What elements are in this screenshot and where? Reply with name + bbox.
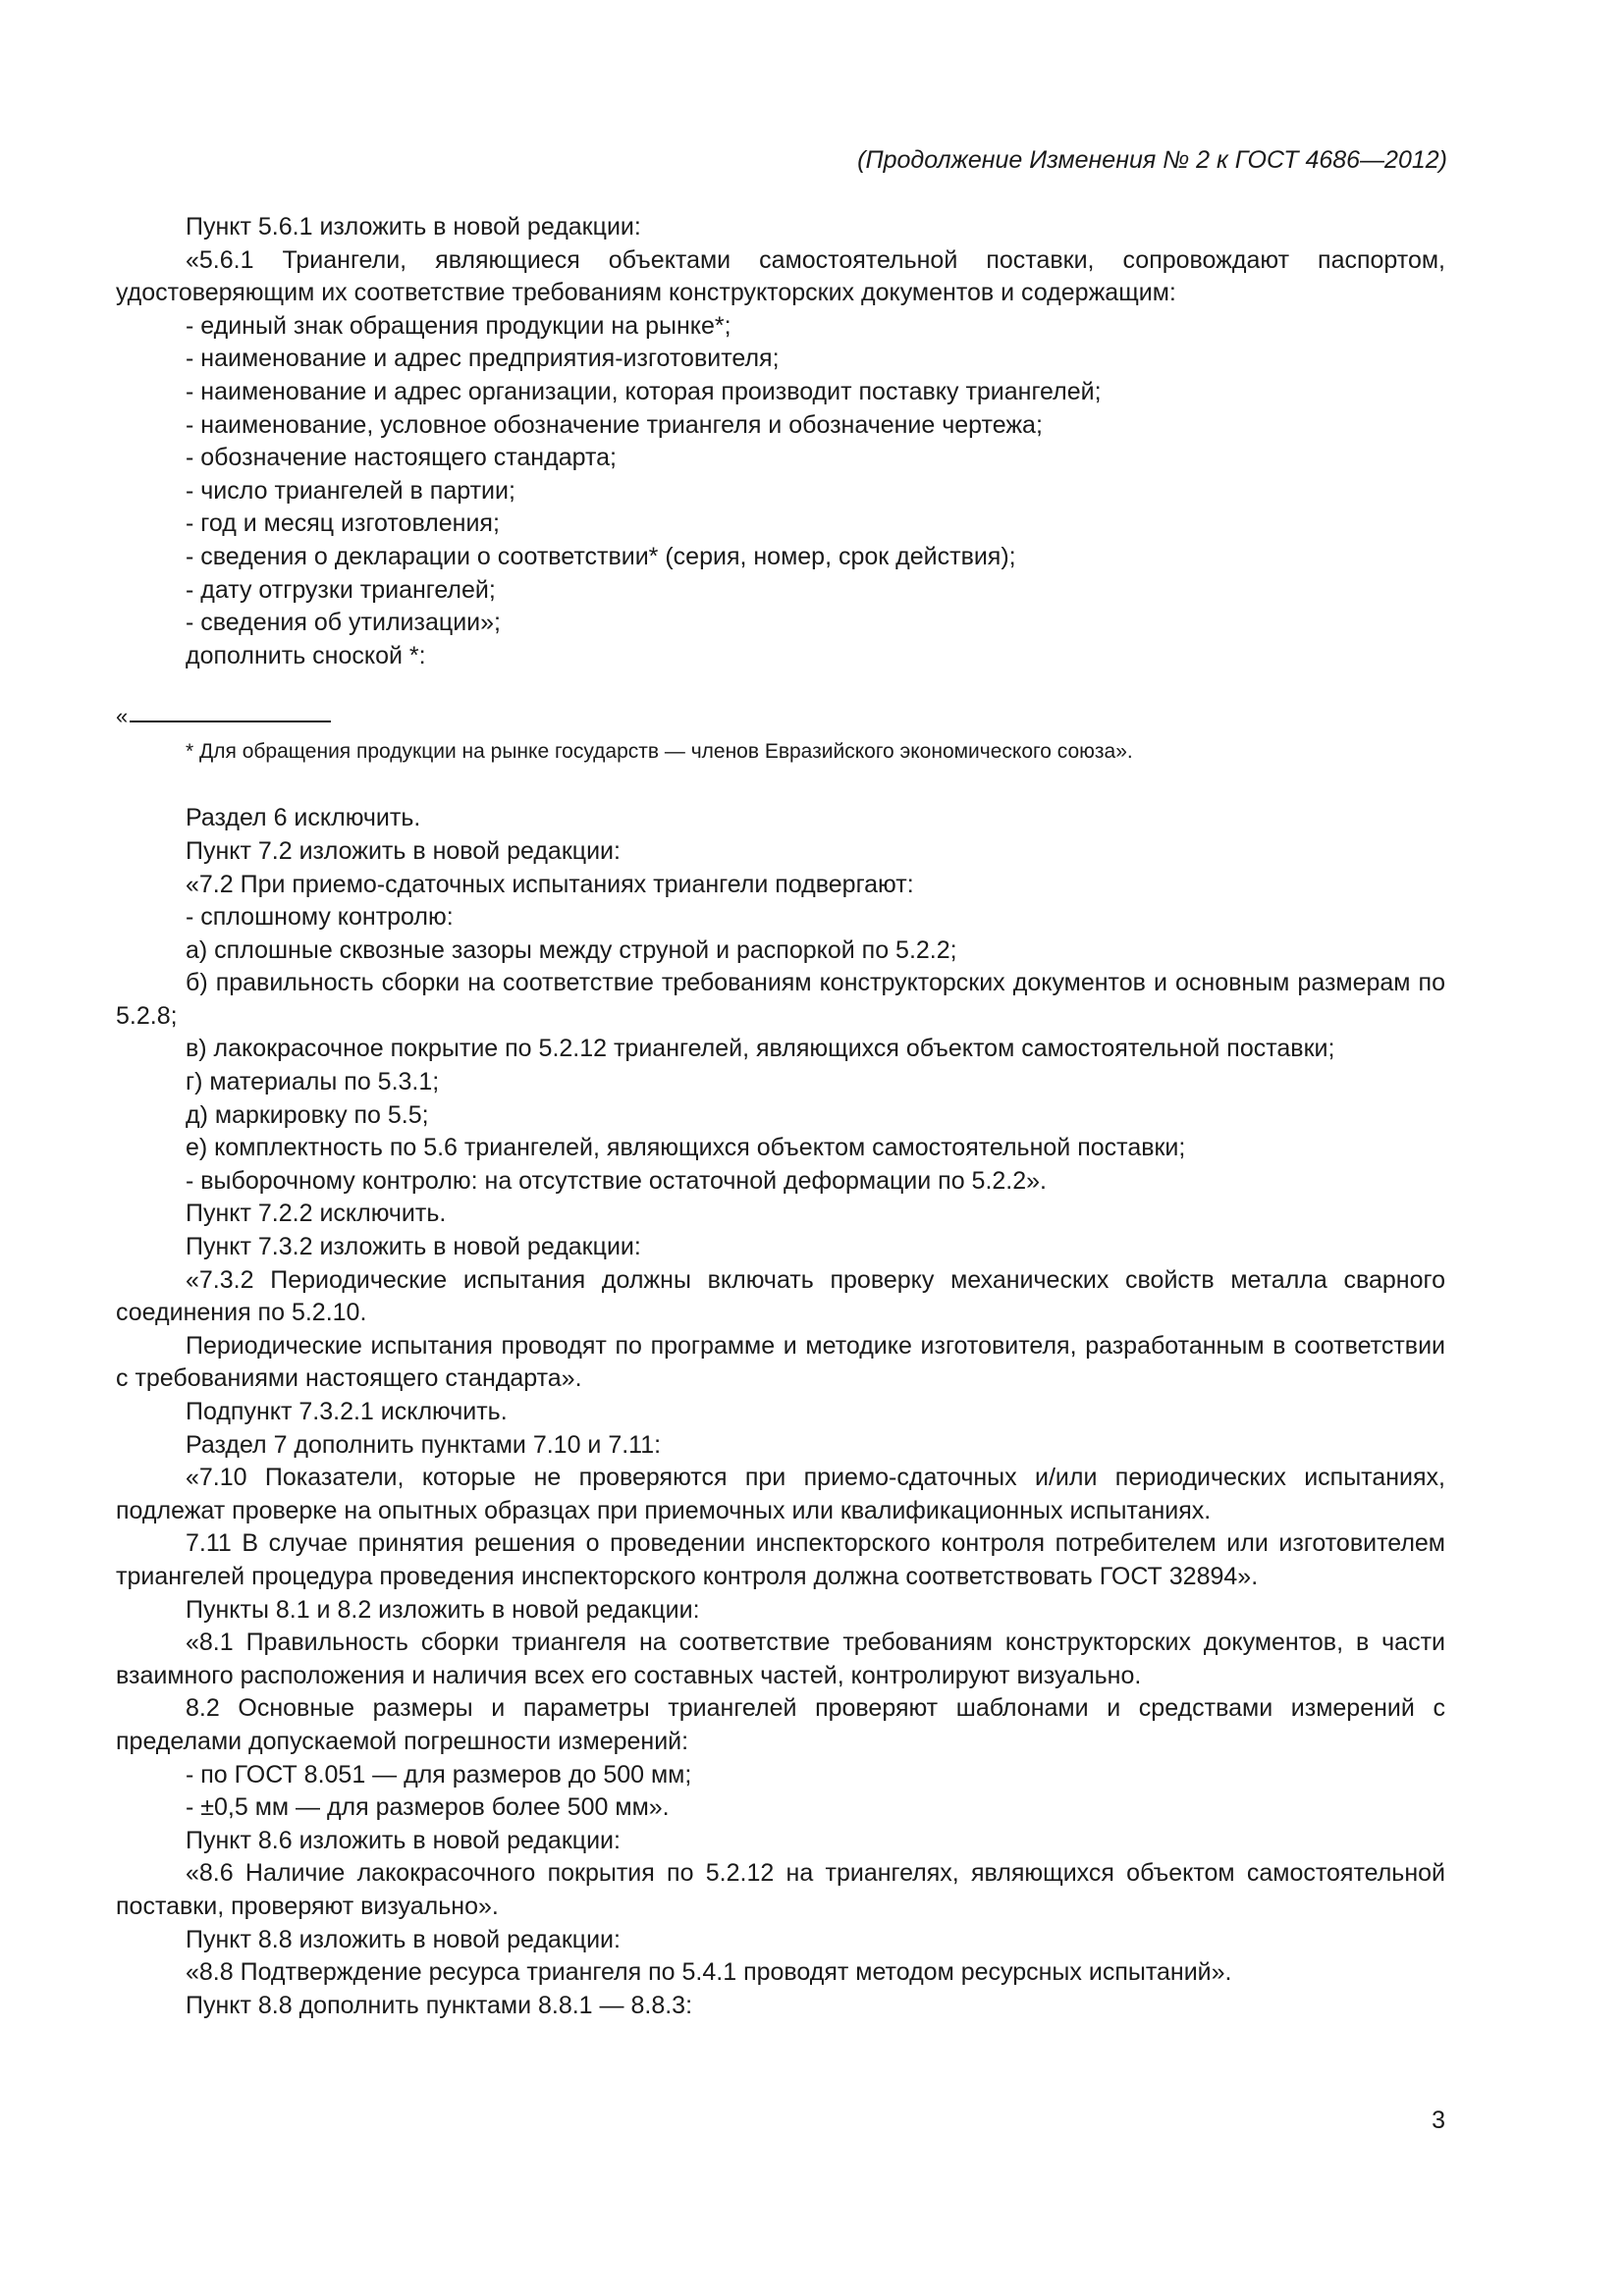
paragraph: г) материалы по 5.3.1; (186, 1068, 440, 1096)
paragraph: «5.6.1 Триангели, являющиеся объектами самостоятельной поставки, сопровождают паспортом, удостоверяющим их соответствие требованиям конструкторских документов и содержащим: (116, 245, 1445, 307)
paragraph: - сведения о декларации о соответствии* (серия, номер, срок действия); (186, 542, 1016, 570)
paragraph: - обозначение настоящего стандарта; (186, 444, 617, 472)
paragraph: Пункт 8.8 дополнить пунктами 8.8.1 — 8.8.3: (186, 1991, 693, 2019)
footnote-spacer (116, 672, 1445, 712)
paragraph: Пункты 8.1 и 8.2 изложить в новой редакции: (186, 1595, 700, 1624)
paragraph: - наименование, условное обозначение триангеля и обозначение чертежа; (186, 410, 1043, 439)
paragraph: «7.10 Показатели, которые не проверяются при приемо-сдаточных и/или периодических испытаниях, подлежат проверке на опытных образцах при приемочных или квалификационных испытаниях. (116, 1464, 1445, 1524)
paragraph: Раздел 7 дополнить пунктами 7.10 и 7.11: (186, 1430, 662, 1459)
paragraph: Пункт 5.6.1 изложить в новой редакции: (186, 213, 641, 240)
paragraph: е) комплектность по 5.6 триангелей, являющихся объектом самостоятельной поставки; (186, 1134, 1186, 1162)
footnote-separator (116, 704, 1445, 731)
paragraph: - ±0,5 мм — для размеров более 500 мм». (186, 1793, 670, 1822)
paragraph: Пункт 7.2.2 исключить. (186, 1200, 447, 1228)
paragraph: «7.3.2 Периодические испытания должны включать проверку механических свойств металла сварного соединения по 5.2.10. (116, 1265, 1445, 1327)
paragraph: Пункт 8.8 изложить в новой редакции: (186, 1925, 621, 1953)
paragraph: - сплошному контролю: (186, 903, 454, 932)
paragraph: в) лакокрасочное покрытие по 5.2.12 триангелей, являющихся объектом самостоятельной поставки; (186, 1035, 1335, 1063)
paragraph: «8.1 Правильность сборки триангеля на соответствие требованиям конструкторских документов, в части взаимного расположения и наличия всех его составных частей, контролируют визуально. (116, 1629, 1445, 1689)
paragraph: - по ГОСТ 8.051 — для размеров до 500 мм; (186, 1760, 692, 1789)
paragraph: - сведения об утилизации»; (186, 609, 501, 637)
paragraph: - наименование и адрес предприятия-изготовителя; (186, 345, 780, 373)
continuation-header: (Продолжение Изменения № 2 к ГОСТ 4686—2012) (857, 146, 1447, 174)
paragraph: - выборочному контролю: на отсутствие остаточной деформации по 5.2.2». (186, 1166, 1048, 1195)
paragraph: Пункт 8.6 изложить в новой редакции: (186, 1826, 621, 1854)
paragraph: - наименование и адрес организации, которая производит поставку триангелей; (186, 377, 1102, 405)
paragraph: б) правильность сборки на соответствие требованиям конструкторских документов и основным размерам по 5.2.8; (116, 969, 1445, 1030)
paragraph: Пункт 7.2 изложить в новой редакции: (186, 836, 621, 865)
paragraph: д) маркировку по 5.5; (186, 1100, 429, 1129)
paragraph: 7.11 В случае принятия решения о проведении инспекторского контроля потребителем или изготовителем триангелей процедура проведения инспекторского контроля должна соответствовать ГОСТ 32894». (116, 1529, 1445, 1590)
paragraph: а) сплошные сквозные зазоры между струной и распоркой по 5.2.2; (186, 935, 957, 964)
paragraph: «8.8 Подтверждение ресурса триангеля по 5.4.1 проводят методом ресурсных испытаний». (186, 1958, 1232, 1987)
footnote-text: * Для обращения продукции на рынке государств — членов Евразийского экономического союза». (186, 740, 1133, 764)
paragraph: Подпункт 7.3.2.1 исключить. (186, 1398, 508, 1425)
paragraph: 8.2 Основные размеры и параметры триангелей проверяют шаблонами и средствами измерений с пределами допускаемой погрешности измерений: (116, 1694, 1445, 1755)
page-number: 3 (1432, 2107, 1445, 2134)
footnote-open-quote: « (116, 704, 129, 729)
paragraph: дополнить сноской *: (186, 641, 426, 669)
paragraph: «8.6 Наличие лакокрасочного покрытия по 5.2.12 на триангелях, являющихся объектом самостоятельной поставки, проверяют визуально». (116, 1859, 1445, 1920)
footnote-after-spacer (116, 767, 1445, 802)
paragraph: - год и месяц изготовления; (186, 509, 500, 538)
footnote-rule-line (130, 721, 331, 722)
paragraph: Пункт 7.3.2 изложить в новой редакции: (186, 1233, 641, 1261)
paragraph: «7.2 При приемо-сдаточных испытаниях триангели подвергают: (186, 870, 914, 898)
amendment-text-part-2 (116, 802, 1445, 2022)
document-body (116, 211, 1445, 2022)
paragraph: - дату отгрузки триангелей; (186, 575, 496, 604)
amendment-text-part-1 (116, 211, 1445, 672)
paragraph: - единый знак обращения продукции на рынке*; (186, 311, 731, 340)
paragraph: - число триангелей в партии; (186, 476, 515, 505)
paragraph: Раздел 6 исключить. (186, 804, 421, 832)
paragraph: Периодические испытания проводят по программе и методике изготовителя, разработанным в соответствии с требованиями настоящего стандарта». (116, 1331, 1445, 1393)
